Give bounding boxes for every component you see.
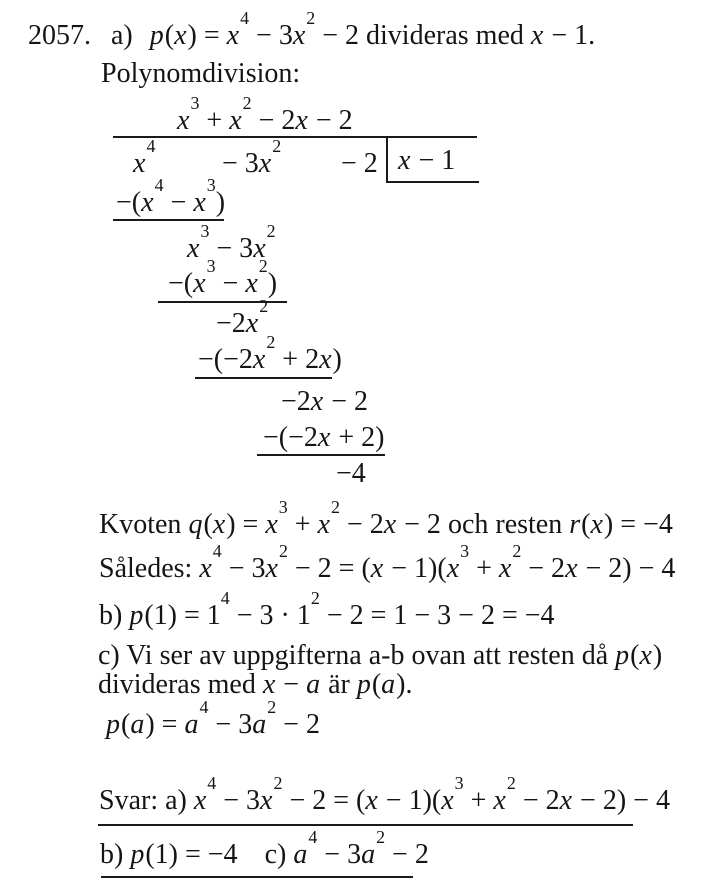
svar-line: [99, 773, 670, 816]
division-step-6: −2x − 2: [281, 386, 369, 417]
division-quotient: $x^3 + x^2 - 2x - 2$: [177, 93, 353, 136]
part-c-text-1: c) Vi ser av uppgifterna a-b ovan att resten då: [98, 640, 609, 671]
svar-bc-line: [100, 827, 429, 870]
svar-c-label: c): [264, 839, 287, 870]
division-step-7: −(−2x + 2): [263, 422, 385, 453]
division-step-5-underline: [195, 377, 332, 379]
svar-label: Svar: a): [99, 785, 187, 816]
dividend-term-1: $x^4$: [133, 136, 156, 179]
part-b-line: [99, 588, 555, 631]
part-b-formula: $p(1) = 1^4 - 3 \cdot 1^2 - 2 = 1 - 3 - 2 = -4$: [129, 588, 555, 631]
svar-b-formula: p(1) = −4: [130, 839, 238, 870]
svar-b-label: b): [100, 839, 124, 870]
svar-c-formula: $a^4 - 3a^2 - 2$: [293, 827, 429, 870]
part-c-period: .: [405, 669, 413, 700]
resten-label: och resten: [447, 509, 563, 540]
part-c-text-2: divideras med: [98, 669, 256, 700]
header-period: .: [588, 20, 596, 51]
kvoten-formula: $q(x) = x^3 + x^2 - 2x - 2$: [188, 497, 441, 540]
division-step-1: $-(x^4 - x^3)$: [116, 175, 226, 218]
division-remainder: −4: [336, 458, 366, 489]
bottom-rule: [101, 876, 413, 878]
problem-number: 2057.: [28, 20, 91, 51]
division-step-7-underline: [257, 454, 385, 456]
part-c-text-3: är: [328, 669, 350, 700]
kvoten-label: Kvoten: [99, 509, 182, 540]
svar-formula: $x^4 - 3x^2 - 2 = (x - 1)(x^3 + x^2 - 2x - 2) - 4$: [193, 773, 670, 816]
dividend-term-3: − 2: [341, 148, 378, 179]
divisor-formula: x − 1: [398, 145, 456, 176]
division-step-3: $-(x^3 - x^2)$: [168, 256, 278, 299]
header-line: [28, 8, 596, 51]
part-a-formula: $p(x) = x^4 - 3x^2 - 2$: [149, 8, 360, 51]
part-a-label: a): [111, 20, 133, 51]
header-divisor-formula: x − 1: [530, 20, 589, 51]
saledes-label: Således:: [99, 553, 193, 584]
svar-divider-rule: [98, 824, 633, 826]
part-c-formula: $p(a) = a^4 - 3a^2 - 2$: [106, 697, 320, 740]
saledes-formula: $x^4 - 3x^2 - 2 = (x - 1)(x^3 + x^2 - 2x - 2) - 4$: [199, 541, 676, 584]
part-c-math-1: p(x): [615, 640, 663, 671]
dividend-term-2: − $3x^2$: [222, 136, 282, 179]
kvoten-line: [99, 497, 673, 540]
division-step-5: $-(-2x^2 + 2x)$: [198, 332, 342, 375]
division-step-2: $x^3 - 3x^2$: [187, 221, 276, 264]
part-c-math-2: x − a: [262, 669, 321, 700]
resten-formula: r(x) = −4: [569, 509, 673, 540]
part-c-math-3: p(a): [356, 669, 406, 700]
part-b-label: b): [99, 600, 123, 631]
header-mid-text: divideras med: [366, 20, 524, 51]
saledes-line: [99, 541, 676, 584]
division-step-4: $-2x^2$: [216, 296, 269, 339]
part-c-line-1: [98, 642, 662, 670]
part-c-line-2: [98, 671, 413, 699]
method-label: Polynomdivision:: [101, 58, 301, 89]
